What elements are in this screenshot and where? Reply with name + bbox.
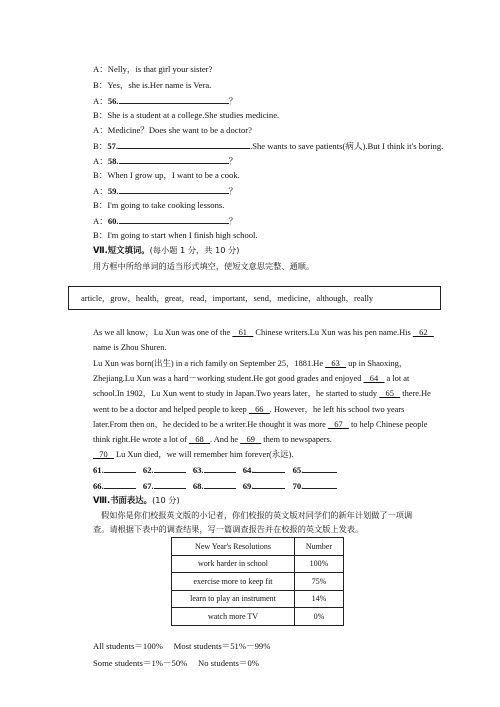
answer-label: 62.: [142, 465, 154, 475]
answer-label: 67.: [142, 481, 154, 491]
question-number: 58.: [107, 156, 119, 166]
answer-blank[interactable]: [104, 464, 136, 473]
table-header: Number: [295, 538, 344, 556]
passage-text: there.He went to be a doctor and helped people to keep: [93, 389, 431, 414]
section-score: (10 分): [152, 495, 180, 505]
table-row: [172, 608, 344, 626]
answer-blank[interactable]: [119, 185, 229, 194]
speaker-label: A：: [93, 96, 108, 106]
answer-blank[interactable]: [303, 480, 337, 489]
table-row: [172, 590, 344, 608]
blank-number: 67: [327, 419, 349, 429]
answer-blank[interactable]: [119, 215, 229, 224]
table-cell: work harder in school: [172, 555, 295, 573]
dialogue-line: B：I'm going to take cooking lessons.: [93, 200, 225, 210]
blank-number: 68: [189, 435, 210, 445]
blank-number: 65: [379, 389, 401, 399]
section-8-prompt: 假如你是你们校报英文版的小记者，你们校报的英文版对同学们的新年计划做了一项调: [101, 510, 413, 520]
dialogue-line: [93, 95, 237, 107]
question-number: 60.: [107, 216, 119, 226]
answer-label: 64.: [242, 465, 254, 475]
table-header-row: [172, 538, 344, 556]
passage-text: name is Zhou Shuren.: [93, 343, 167, 353]
answer-label: 70.: [292, 481, 304, 491]
section-title: Ⅷ.书面表达。: [93, 495, 153, 505]
dialogue-line: B：Yes，she is.Her name is Vera.: [93, 80, 212, 90]
answer-label: 69.: [242, 481, 254, 491]
answer-blank[interactable]: [118, 140, 250, 149]
speaker-label: A：: [93, 216, 108, 226]
passage-text: to help Chinese people think right.He wrote a lot of: [93, 419, 428, 445]
question-number: 59.: [107, 186, 119, 196]
dialogue-line: A：Medicine？Does she want to be a doctor?: [93, 125, 252, 135]
table-cell: 75%: [295, 573, 344, 591]
dialogue-text: .She wants to save patients(病人).But I think it's boring.: [250, 141, 444, 151]
answer-row-2: [93, 480, 337, 492]
note-line: Some students＝1%－50% No students＝0%: [93, 658, 259, 668]
blank-number: 69: [240, 435, 262, 445]
word-box-text: article，grow，health，great，read，important，send，medicine，although，really: [81, 294, 374, 303]
answer-blank[interactable]: [104, 480, 136, 489]
section-8-prompt: 查。请根据下表中的调查结果，写一篇调查报告并在校报的英文版上发表。: [93, 524, 364, 534]
answer-blank[interactable]: [119, 155, 229, 164]
passage-text: up in Shaoxing，Zhejiang.Lu Xun was a hard－working student.He got good grades and enjoyed: [93, 359, 408, 384]
speaker-label: A：: [93, 156, 108, 166]
blank-number: 64: [363, 374, 385, 384]
table-cell: watch more TV: [172, 608, 295, 626]
section-score: (每小题 1 分，共 10 分): [149, 245, 240, 255]
answer-label: 68.: [192, 481, 204, 491]
note-line: All students＝100% Most students＝51%－99%: [93, 641, 271, 651]
passage-text: Lu Xun was born(出生) in a rich family on September 25，1881.He: [93, 359, 326, 368]
answer-blank[interactable]: [154, 464, 186, 473]
punctuation: ？: [228, 186, 238, 196]
passage-paragraph-2: [93, 356, 438, 447]
answer-blank[interactable]: [204, 464, 236, 473]
section-8-heading: [93, 495, 180, 506]
passage-paragraph-3: [93, 447, 438, 462]
table-cell: exercise more to keep fit: [172, 573, 295, 591]
table-cell: 14%: [295, 590, 344, 608]
punctuation: ？: [228, 156, 238, 166]
dialogue-line: B：When I grow up，I want to be a cook.: [93, 170, 240, 180]
answer-label: 66.: [93, 481, 104, 491]
passage-text: a lot at school.In 1902，Lu Xun went to study in Japan.Two years later，he started to study: [93, 374, 410, 399]
survey-table: [171, 537, 344, 626]
answer-blank[interactable]: [154, 480, 186, 489]
speaker-label: A：: [93, 186, 108, 196]
passage-text: . And he: [210, 435, 241, 445]
question-number: 57.: [107, 141, 119, 151]
punctuation: ？: [228, 96, 238, 106]
dialogue-line: A：Nelly，is that girl your sister?: [93, 64, 213, 74]
table-header: New Year's Resolutions: [172, 538, 295, 556]
dialogue-line: B：I'm going to start when I finish high school.: [93, 230, 258, 240]
answer-label: 65.: [292, 465, 304, 475]
dialogue-line: [93, 215, 237, 227]
passage-text: Lu Xun died，we will remember him forever(永远).: [113, 450, 294, 459]
dialogue-line: [93, 140, 443, 152]
dialogue-line: [93, 185, 237, 197]
blank-number: 63: [325, 359, 347, 368]
table-cell: 0%: [295, 608, 344, 626]
speaker-label: B：: [93, 141, 108, 151]
word-box: [68, 286, 441, 310]
table-row: [172, 555, 344, 573]
dialogue-line: B：She is a student at a college.She studies medicine.: [93, 110, 280, 120]
section-7-heading: [93, 245, 239, 256]
table-cell: learn to play an instrument: [172, 590, 295, 608]
blank-number: 62: [412, 328, 434, 337]
answer-label: 63.: [192, 465, 204, 475]
answer-label: 61.: [93, 465, 104, 475]
table-row: [172, 573, 344, 591]
passage-text: Chinese writers.Lu Xun was his pen name.His: [253, 328, 413, 337]
passage-text: . However，he left his school two years later.From then on，he decided to be a writer.He thought it was more: [93, 404, 405, 429]
answer-blank[interactable]: [119, 95, 229, 104]
passage-text: them to newspapers.: [261, 435, 332, 445]
passage-text: As we all know，Lu Xun was one of the: [93, 328, 233, 337]
punctuation: ？: [228, 216, 238, 226]
dialogue-line: [93, 155, 237, 167]
section-title: Ⅶ.短文填词。: [93, 245, 150, 255]
answer-row-1: [93, 464, 337, 476]
answer-blank[interactable]: [253, 464, 285, 473]
answer-blank[interactable]: [253, 480, 285, 489]
question-number: 56.: [107, 96, 119, 106]
answer-blank[interactable]: [303, 464, 337, 473]
blank-number: 70: [93, 450, 114, 459]
blank-number: 61: [232, 328, 254, 337]
table-cell: 100%: [295, 555, 344, 573]
passage-paragraph-1: [93, 325, 438, 355]
section-7-instruction: 用方框中所给单词的适当形式填空，使短文意思完整、通顺。: [93, 261, 315, 271]
answer-blank[interactable]: [204, 480, 236, 489]
blank-number: 66: [248, 404, 270, 414]
